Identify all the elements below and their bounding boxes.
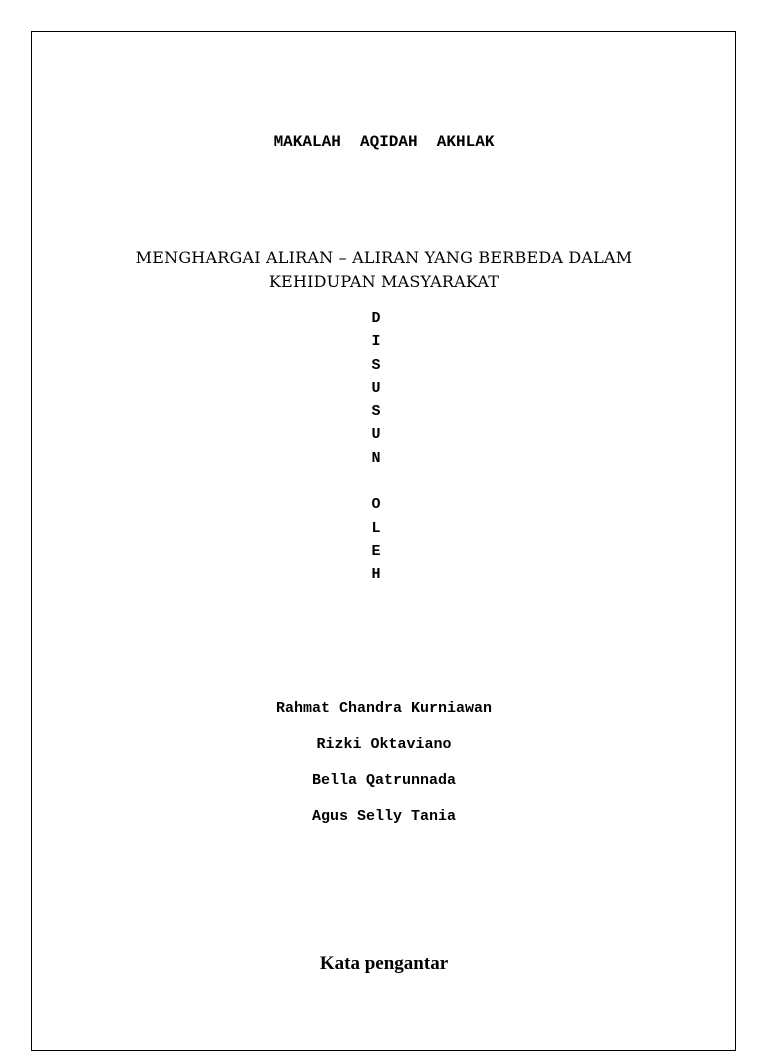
vertical-letter: N bbox=[371, 449, 381, 467]
vertical-letter: I bbox=[371, 333, 381, 351]
vertical-letter bbox=[366, 470, 386, 493]
vertical-letter: D bbox=[371, 310, 381, 327]
vertical-letter: U bbox=[371, 426, 381, 444]
section-heading-kata-pengantar: Kata pengantar bbox=[319, 953, 449, 974]
disusun-oleh-vertical-text bbox=[366, 307, 386, 587]
vertical-letter: L bbox=[371, 519, 381, 537]
author-name: Rahmat Chandra Kurniawan bbox=[275, 700, 493, 717]
author-name: Rizki Oktaviano bbox=[316, 736, 452, 753]
vertical-letter: U bbox=[371, 379, 381, 397]
document-title: MAKALAH AQIDAH AKHLAK bbox=[273, 133, 495, 151]
vertical-letter: E bbox=[371, 542, 381, 560]
document-subtitle-line-2: KEHIDUPAN MASYARAKAT bbox=[268, 272, 500, 291]
vertical-letter: O bbox=[371, 496, 381, 514]
vertical-letter: S bbox=[371, 356, 381, 374]
vertical-letter: S bbox=[371, 403, 381, 421]
document-subtitle-line-1: MENGHARGAI ALIRAN – ALIRAN YANG BERBEDA DALAM bbox=[135, 248, 633, 267]
author-name: Agus Selly Tania bbox=[311, 808, 457, 825]
vertical-letter: H bbox=[371, 566, 381, 584]
author-name: Bella Qatrunnada bbox=[311, 772, 457, 789]
